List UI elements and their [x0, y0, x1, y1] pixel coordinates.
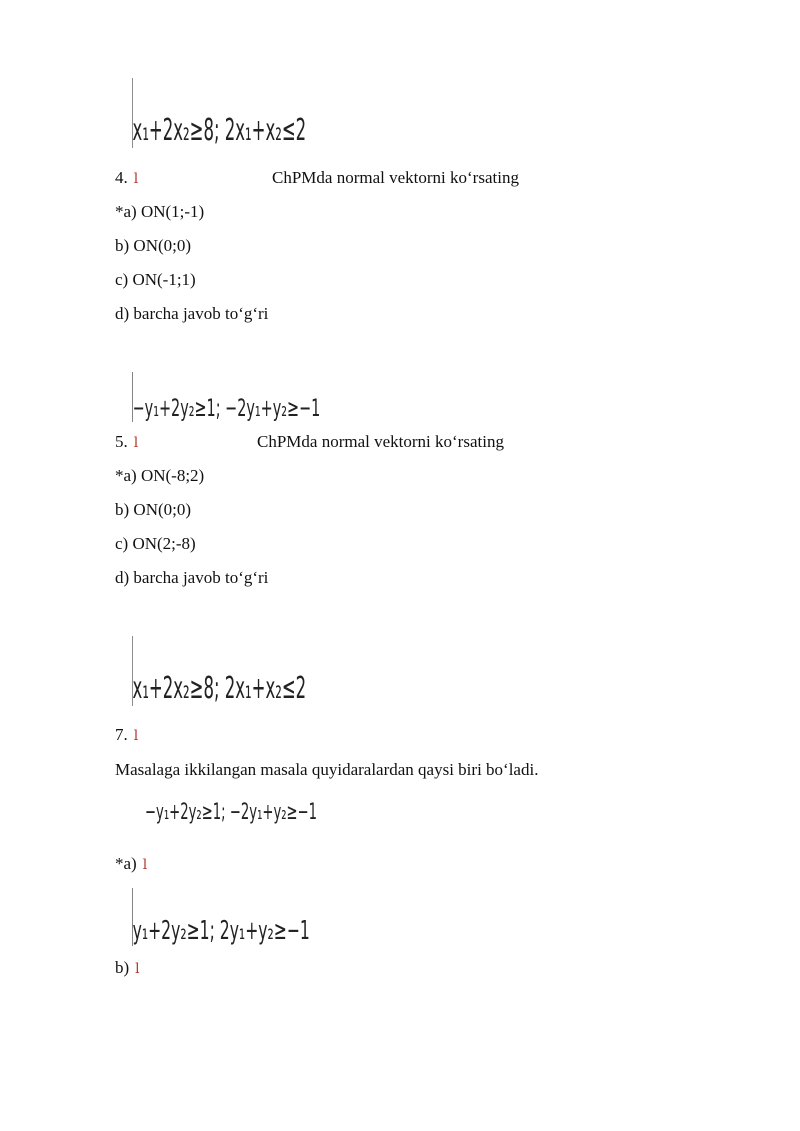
- q5-option-d[interactable]: d) barcha javob to‘g‘ri: [115, 568, 269, 587]
- option-label: *a): [115, 854, 137, 873]
- q7-number: [115, 725, 138, 747]
- q7-option-b[interactable]: [115, 958, 140, 980]
- q4-option-c[interactable]: c) ON(-1;1): [115, 270, 196, 289]
- q7-option-a[interactable]: [115, 854, 147, 876]
- formula-text: x₁+2x₂≥8; 2x₁+x₂≤2: [132, 671, 307, 706]
- question-number: 5.: [115, 432, 128, 451]
- q7-option-a-formula: [145, 800, 317, 825]
- formula-text: y₁+2y₂≥1; 2y₁+y₂≥−1: [132, 916, 310, 946]
- q7-formula: [132, 636, 306, 706]
- formula-anchor-icon: ⅼ: [142, 858, 148, 873]
- q4-formula: [132, 78, 306, 148]
- q4-option-b[interactable]: b) ON(0;0): [115, 236, 192, 255]
- q5-number: [115, 432, 138, 454]
- formula-text: −y₁+2y₂≥1; −2y₁+y₂≥−1: [145, 800, 318, 825]
- q4-number: [115, 168, 138, 190]
- formula-anchor-icon: ⅼ: [133, 436, 139, 451]
- q5-option-b[interactable]: b) ON(0;0): [115, 500, 192, 519]
- q4-option-d[interactable]: d) barcha javob to‘g‘ri: [115, 304, 269, 323]
- question-number: 4.: [115, 168, 128, 187]
- q5-question: ChPMda normal vektorni ko‘rsating: [257, 432, 504, 451]
- question-number: 7.: [115, 725, 128, 744]
- formula-anchor-icon: ⅼ: [135, 962, 140, 977]
- q4-option-a[interactable]: *a) ON(1;-1): [115, 202, 205, 221]
- q4-question: ChPMda normal vektorni ko‘rsating: [272, 168, 519, 187]
- q7-question: Masalaga ikkilangan masala quyidaralardan qaysi biri bo‘ladi.: [115, 760, 539, 779]
- formula-text: x₁+2x₂≥8; 2x₁+x₂≤2: [132, 113, 307, 148]
- option-label: b): [115, 958, 130, 977]
- q7-option-b-formula: [132, 888, 310, 946]
- formula-anchor-icon: ⅼ: [133, 172, 139, 187]
- formula-anchor-icon: ⅼ: [133, 729, 139, 744]
- formula-text: −y₁+2y₂≥1; −2y₁+y₂≥−1: [132, 394, 321, 422]
- q5-option-a[interactable]: *a) ON(-8;2): [115, 466, 205, 485]
- q5-option-c[interactable]: c) ON(2;-8): [115, 534, 196, 553]
- q5-formula: [132, 372, 320, 422]
